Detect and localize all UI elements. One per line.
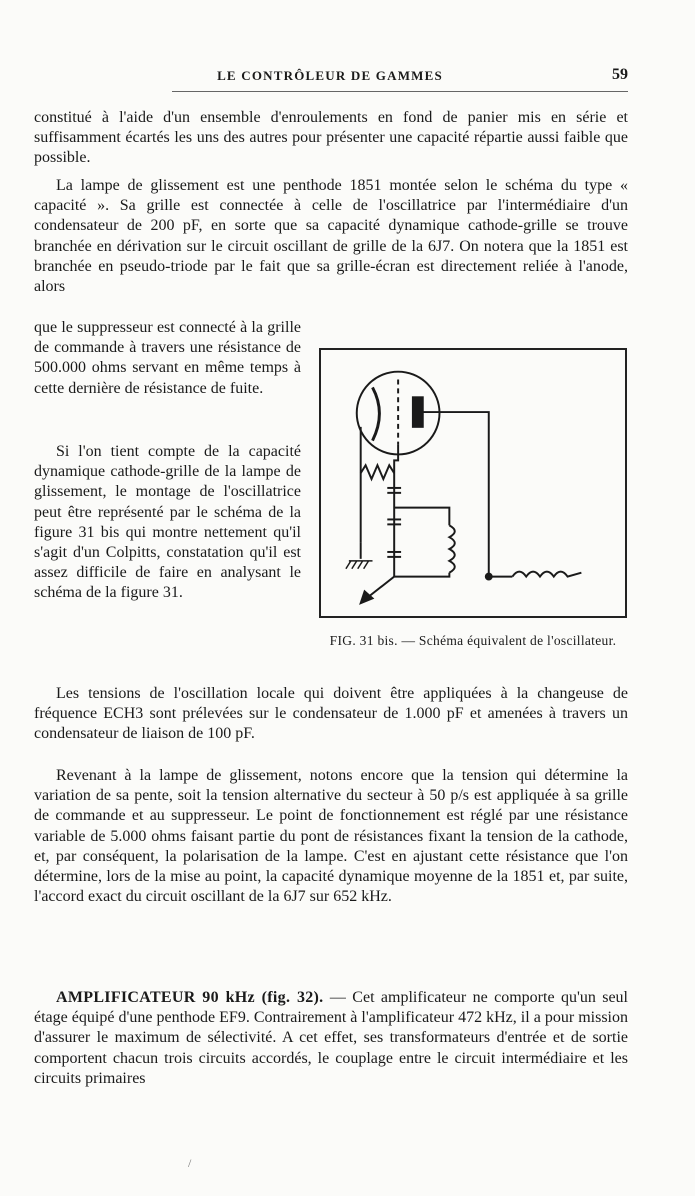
paragraph-4: Si l'on tient compte de la capacité dynamique cathode-grille de la lampe de glissement, le montage de l'oscillatrice peut être représenté par le schéma de la figure 31 bis qui montre nettement qu'il s'agit d'un Colpitts, constatation qu'il est assez difficile de faire en analysant le schéma de la figure 31.: [34, 443, 301, 602]
figure-caption: FIG. 31 bis. — Schéma équivalent de l'oscillateur.: [329, 633, 617, 648]
ground-symbol: [346, 561, 373, 569]
paragraph-1: constitué à l'aide d'un ensemble d'enroulements en fond de panier mis en série et suffisamment écartés les uns des autres pour présenter une capacité répartie aussi faible que possible.: [34, 109, 628, 167]
output-junction: [486, 574, 492, 580]
paragraph-7-text: — Cet amplificateur ne comporte qu'un seul étage équipé d'une penthode EF9. Contrairement à l'amplificateur 472 kHz, il a pour mission d'assurer le maximum de sélectivité. A cet effet, ses transformateurs d'entrée et de sortie comportent chacun trois circuits accordés, le couplage entre le circuit intermédiaire et les circuits primaires: [34, 989, 629, 1087]
paragraph-2: La lampe de glissement est une penthode 1851 montée selon le schéma du type « capacité ». Sa grille est connectée à celle de l'oscillatrice par l'intermédiaire d'un condensateur de 200 pF, en sorte que sa capacité dynamique cathode-grille se trouve branchée en dérivation sur le circuit oscillant de grille de la 6J7. On notera que la 1851 est branchée en pseudo-triode par le fait que sa grille-écran est directement reliée à l'anode, alors: [34, 177, 628, 296]
page-number: 59: [612, 66, 628, 83]
tank-right-lead: [367, 573, 450, 599]
header-rule: [172, 91, 628, 92]
grid-leak-resistor: [361, 465, 394, 479]
figure-wrap-area: [34, 318, 628, 680]
paragraph-5: Les tensions de l'oscillation locale qui doivent être appliquées à la changeuse de fréquence ECH3 sont prélevées sur le condensateur de 1.000 pF et amenées à travers un condensateur de liaison de 100 pF.: [34, 685, 628, 743]
running-title: LE CONTRÔLEUR DE GAMMES: [217, 68, 443, 83]
tank-left-lead: [394, 508, 449, 526]
tube-cathode: [373, 387, 380, 440]
page-header: [32, 68, 628, 88]
section-heading: AMPLIFICATEUR 90 kHz (fig. 32).: [56, 989, 324, 1006]
paragraph-3: que le suppresseur est connecté à la grille de commande à travers une résistance de 500.000 ohms servant en même temps à cette dernière de résistance de fuite.: [34, 319, 301, 397]
tank-coil: [449, 525, 454, 572]
output-choke: [512, 572, 581, 577]
page-mark: /: [188, 1156, 192, 1170]
figure-31-bis: [319, 348, 627, 618]
oscillator-schematic: [321, 350, 625, 616]
paragraph-6: Revenant à la lampe de glissement, notons encore que la tension qui détermine la variation de sa pente, soit la tension alternative du secteur à 50 p/s est appliquée à sa grille de commande et au suppresseur. Le point de fonctionnement est réglé par une résistance variable de 5.000 ohms faisant partie du pont de résistances fixant la tension de la cathode, et, par conséquent, la polarisation de la lampe. C'est en ajustant cette résistance que l'on détermine, lors de la mise au point, la capacité dynamique moyenne de la 1851 et, par suite, l'accord exact du circuit oscillant de la 6J7 sur 652 kHz.: [34, 767, 628, 906]
paragraph-7: [34, 988, 628, 1089]
arrow-head: [361, 591, 373, 603]
tube-anode: [413, 397, 423, 427]
